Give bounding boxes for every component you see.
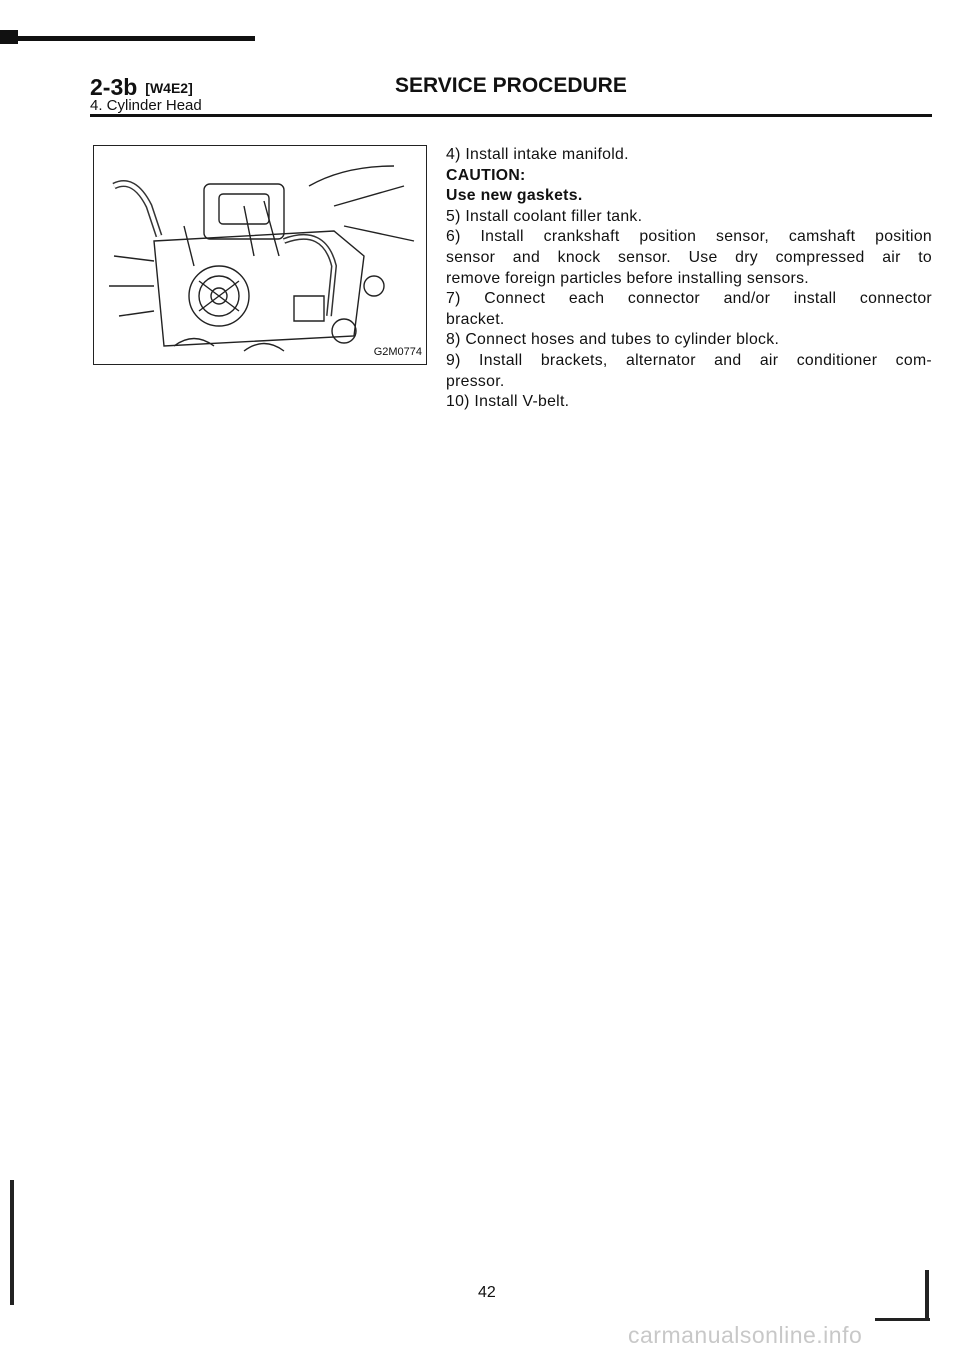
caution-text: Use new gaskets. [446, 187, 583, 205]
step-5: 5) Install coolant filler tank. [446, 207, 643, 225]
step-7-line-2: bracket. [446, 310, 505, 328]
engine-illustration-icon [94, 146, 427, 365]
scan-edge-right [925, 1270, 929, 1320]
step-6-line-2: sensor and knock sensor. Use dry compressed air to [446, 248, 932, 266]
figure-code: G2M0774 [373, 346, 422, 358]
scan-top-bar [0, 36, 255, 41]
step-8: 8) Connect hoses and tubes to cylinder block. [446, 331, 780, 349]
step-7-line-1: 7) Connect each connector and/or install connector [446, 290, 932, 308]
caution-label: CAUTION: [446, 166, 526, 184]
section-code: 2-3b [W4E2] [90, 74, 193, 100]
scan-edge-left [10, 1180, 14, 1305]
procedure-steps [446, 145, 932, 413]
scan-edge-bottom [875, 1318, 930, 1321]
page-number: 42 [478, 1284, 496, 1301]
step-9-line-2: pressor. [446, 372, 505, 390]
step-6-line-3: remove foreign particles before installing sensors. [446, 269, 810, 287]
step-6-line-1: 6) Install crankshaft position sensor, camshaft position [446, 228, 932, 246]
header-rule [90, 114, 932, 117]
watermark: carmanualsonline.info [628, 1322, 863, 1348]
page-title: SERVICE PROCEDURE [395, 74, 627, 97]
step-9-line-1: 9) Install brackets, alternator and air conditioner com- [446, 351, 932, 369]
engine-figure [93, 145, 427, 365]
section-subtitle: 4. Cylinder Head [90, 97, 202, 114]
step-4: 4) Install intake manifold. [446, 146, 629, 163]
step-10: 10) Install V-belt. [446, 393, 570, 411]
section-ref: [W4E2] [145, 80, 193, 96]
